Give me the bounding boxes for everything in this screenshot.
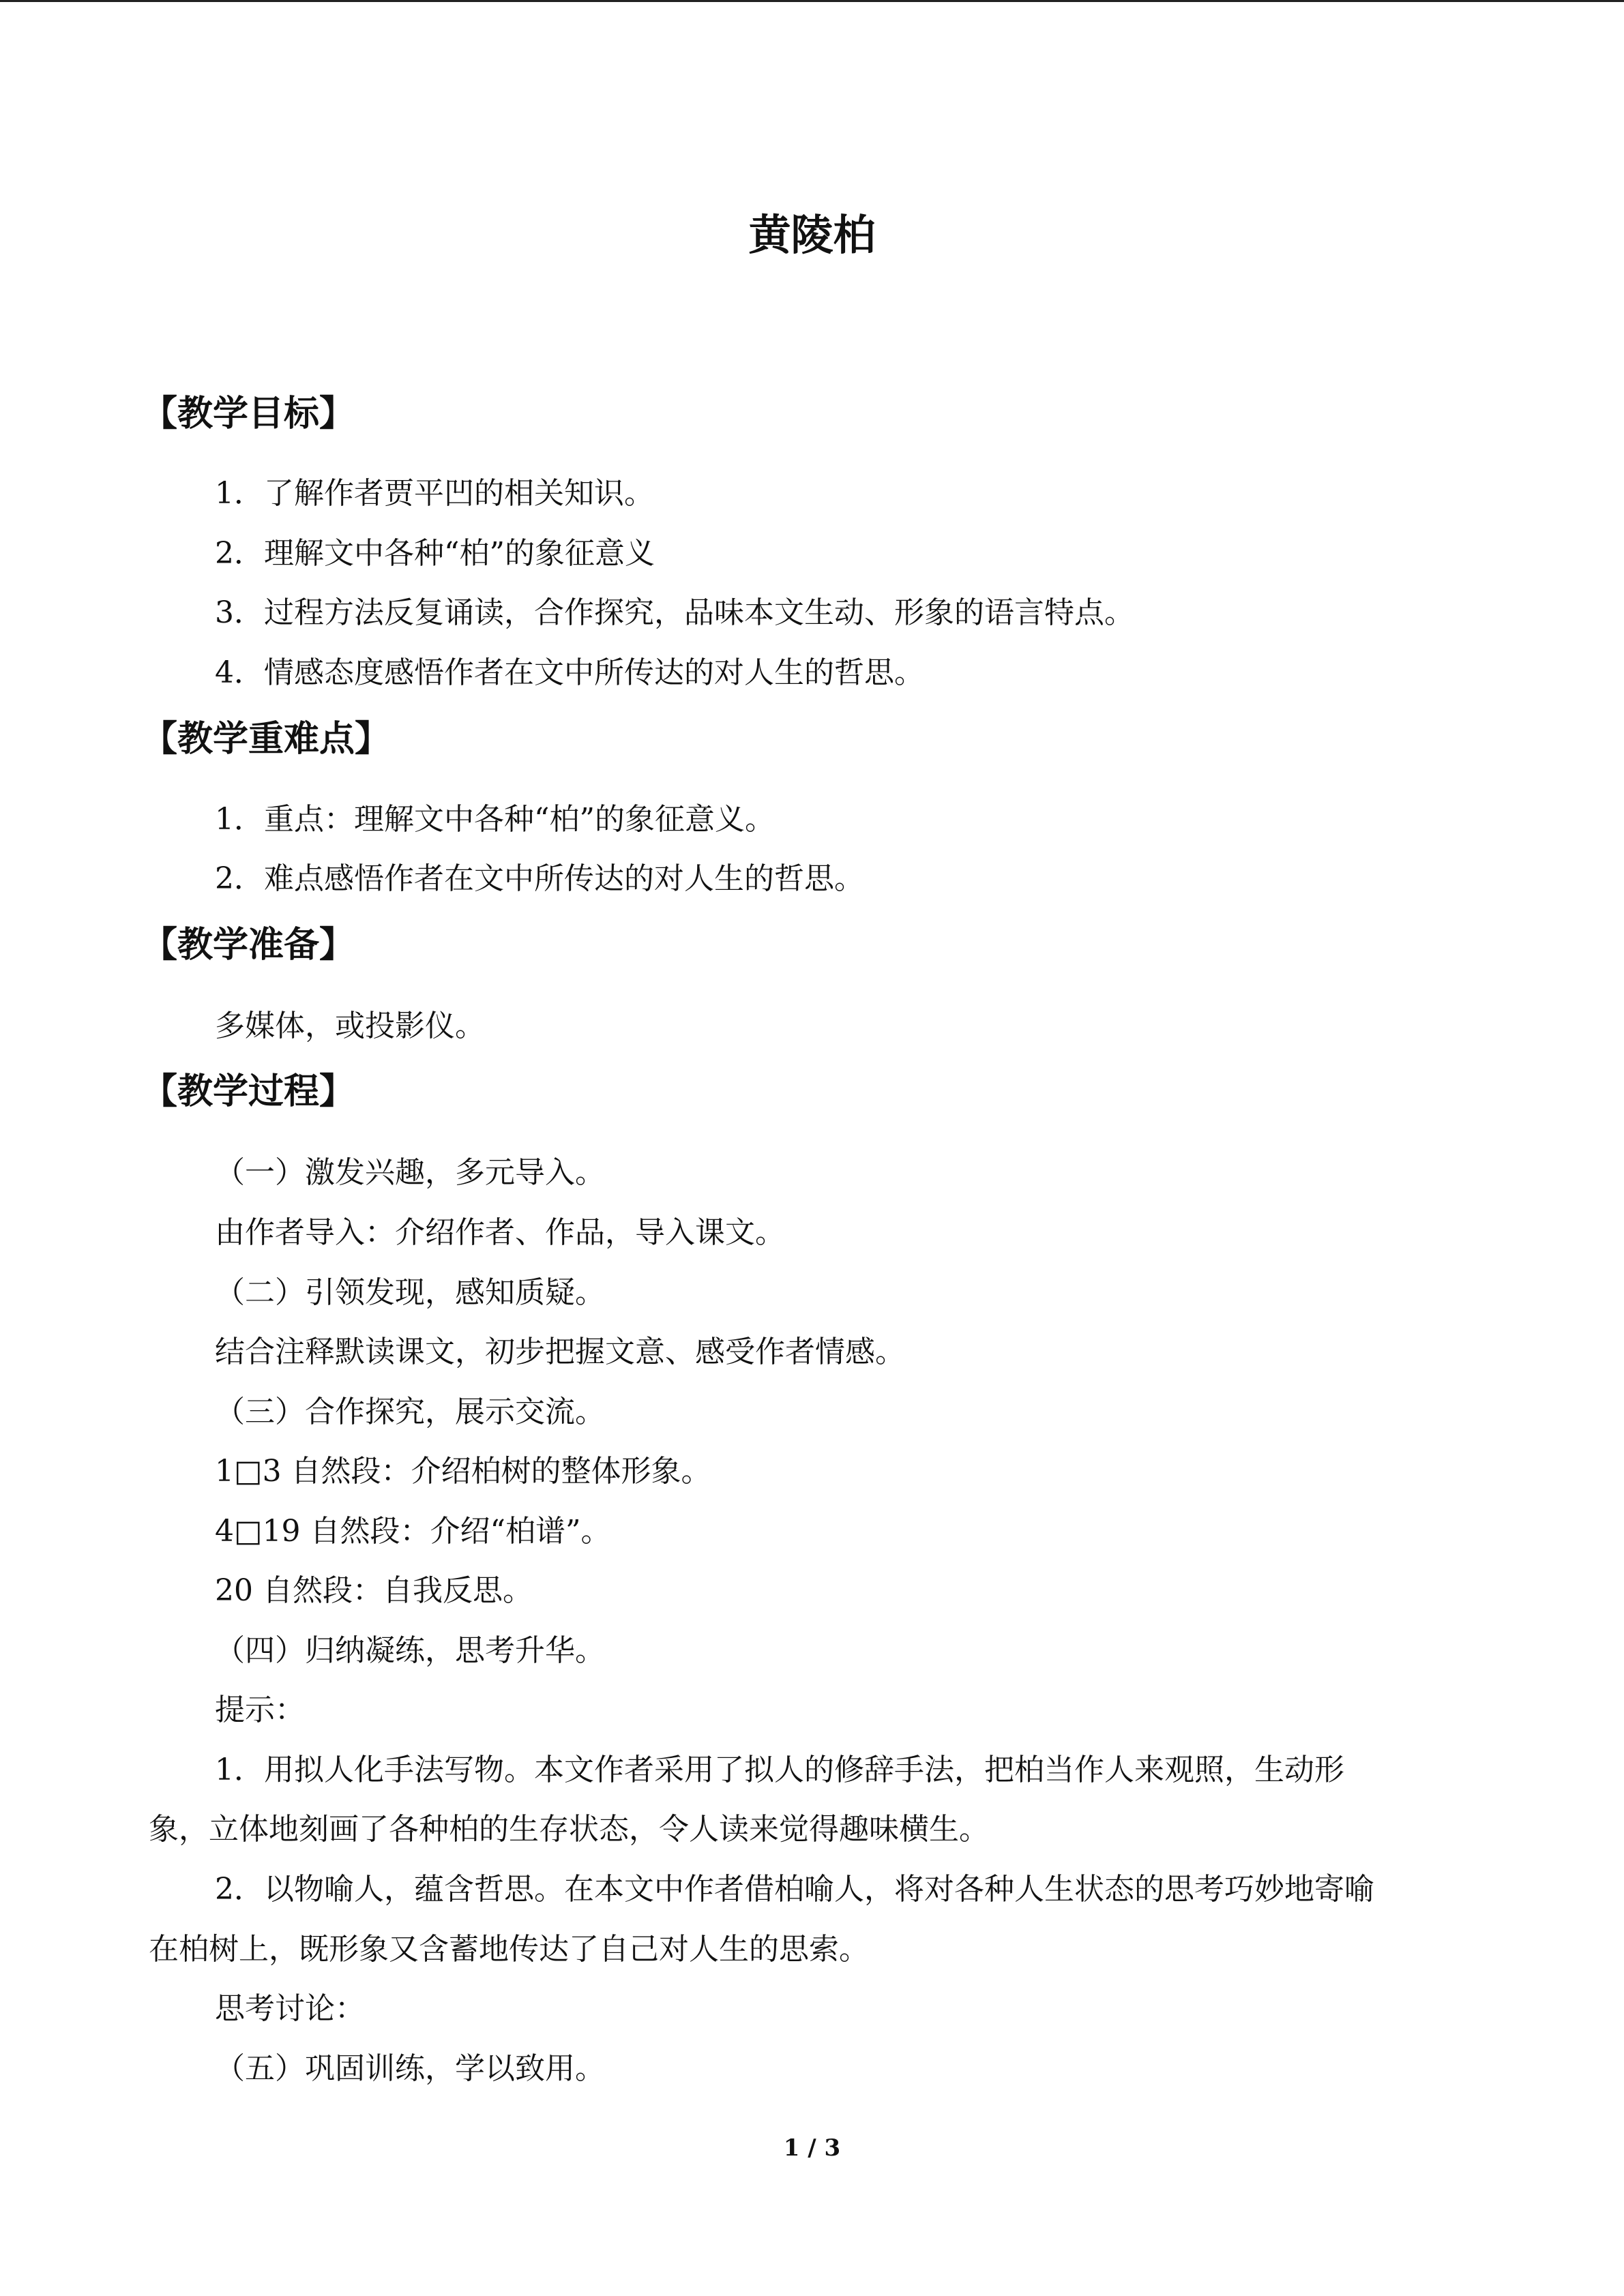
goal-item-4: 4．情感态度感悟作者在文中所传达的对人生的哲思。 <box>215 655 924 690</box>
process-line-10: 提示： <box>215 1693 305 1727</box>
process-line-11: 1．用拟人化手法写物。本文作者采用了拟人的修辞手法，把柏当作人来观照，生动形 <box>215 1753 1344 1787</box>
process-line-12: 象，立体地刻画了各种柏的生存状态，令人读来觉得趣味横生。 <box>149 1812 989 1847</box>
section-heading-preparation: 【教学准备】 <box>142 925 355 966</box>
process-line-1: （一）激发兴趣，多元导入。 <box>215 1155 605 1190</box>
process-line-6: 1□3 自然段：介绍柏树的整体形象。 <box>215 1454 711 1489</box>
document-title: 黄陵柏 <box>748 210 876 260</box>
process-line-13: 2．以物喻人，蕴含哲思。在本文中作者借柏喻人，将对各种人生状态的思考巧妙地寄喻 <box>215 1872 1374 1907</box>
page-number: 1 / 3 <box>783 2134 841 2162</box>
process-line-15: 思考讨论： <box>215 1991 365 2026</box>
process-line-7: 4□19 自然段：介绍“柏谱”。 <box>215 1514 611 1549</box>
process-line-8: 20 自然段：自我反思。 <box>215 1573 533 1608</box>
section-heading-key-points: 【教学重难点】 <box>142 719 391 760</box>
goal-item-1: 1．了解作者贾平凹的相关知识。 <box>215 476 654 511</box>
process-line-3: （二）引领发现，感知质疑。 <box>215 1275 605 1310</box>
top-border <box>0 0 1624 2</box>
process-line-5: （三）合作探究，展示交流。 <box>215 1395 605 1429</box>
section-heading-process: 【教学过程】 <box>142 1071 355 1112</box>
process-line-14: 在柏树上，既形象又含蓄地传达了自己对人生的思索。 <box>149 1932 869 1967</box>
key-point-item-1: 1．重点：理解文中各种“柏”的象征意义。 <box>215 802 775 837</box>
preparation-item-1: 多媒体，或投影仪。 <box>215 1009 485 1043</box>
key-point-item-2: 2．难点感悟作者在文中所传达的对人生的哲思。 <box>215 861 864 896</box>
process-line-16: （五）巩固训练，学以致用。 <box>215 2051 605 2086</box>
goal-item-2: 2．理解文中各种“柏”的象征意义 <box>215 536 655 571</box>
process-line-9: （四）归纳凝练，思考升华。 <box>215 1633 605 1668</box>
process-line-2: 由作者导入：介绍作者、作品，导入课文。 <box>215 1215 785 1250</box>
goal-item-3: 3．过程方法反复诵读，合作探究，品味本文生动、形象的语言特点。 <box>215 595 1134 630</box>
section-heading-goals: 【教学目标】 <box>142 393 355 434</box>
process-line-4: 结合注释默读课文，初步把握文意、感受作者情感。 <box>215 1335 905 1369</box>
